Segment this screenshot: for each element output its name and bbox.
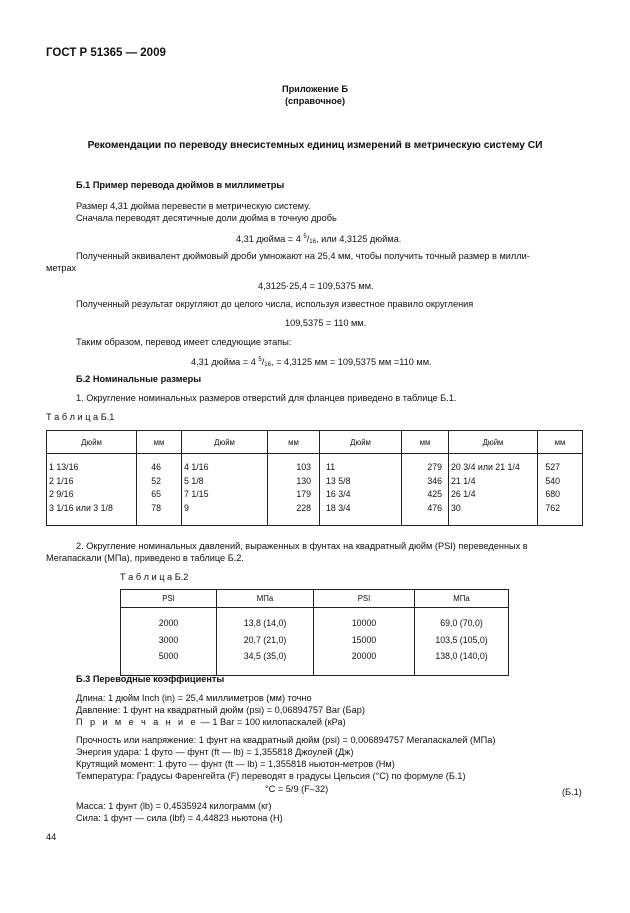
table-header-cell: мм — [538, 431, 583, 454]
equation-2: 4,3125·25,4 = 109,5375 мм. — [258, 281, 374, 291]
table-header-cell: МПа — [217, 590, 314, 608]
paragraph: Сначала переводят десятичные доли дюйма в точную дробь — [76, 213, 337, 223]
paragraph-continuation: Мегапаскали (МПа), приведено в таблице Б.2. — [46, 553, 244, 563]
table-header-cell: Дюйм — [449, 431, 538, 454]
inch-column-2: 4 1/16 5 1/8 7 1/15 9 — [182, 454, 268, 526]
formula: °C = 5/9 (F–32) — [265, 784, 329, 794]
appendix-subtitle: (справочное) — [284, 96, 345, 106]
table-header-cell: Дюйм — [47, 431, 137, 454]
equation-1: 4,31 дюйма = 4 $^5/_{16}$, или 4,3125 дюйма. — [236, 234, 402, 245]
conversion-line: Прочность или напряжение: 1 фунт на квадратный дюйм (psi) = 0,006894757 Мегапаскалей (МПа) — [76, 735, 496, 745]
mm-column-4: 527 540 680 762 — [538, 454, 583, 526]
inch-column-1: 1 13/16 2 1/16 2 9/16 3 1/16 или 3 1/8 — [47, 454, 137, 526]
section-b3-heading: Б.3 Переводные коэффициенты — [76, 674, 225, 684]
paragraph: 1. Округление номинальных размеров отверстий для фланцев приведено в таблице Б.1. — [76, 393, 457, 403]
table-header-row — [121, 590, 509, 608]
psi-column-1: 2000 3000 5000 — [121, 608, 217, 676]
inch-column-3: 11 13 5/8 16 3/4 18 3/4 — [320, 454, 402, 526]
conversion-line: Сила: 1 фунт — сила (lbf) = 4,44823 ньютона (Н) — [76, 813, 283, 823]
main-title: Рекомендации по переводу внесистемных единиц измерений в метрическую систему СИ — [87, 140, 543, 151]
table-header-row — [47, 431, 583, 454]
equation-4: 4,31 дюйма = 4 $^5/_{16}$, = 4,3125 мм = 109,5375 мм =110 мм. — [191, 357, 432, 368]
mm-column-2: 103 130 179 228 — [268, 454, 320, 526]
table-header-cell: МПа — [415, 590, 509, 608]
table-header-cell: PSI — [314, 590, 415, 608]
page-number: 44 — [46, 832, 57, 842]
section-b1-heading: Б.1 Пример перевода дюймов в миллиметры — [76, 180, 285, 190]
paragraph: Размер 4,31 дюйма перевести в метрическую систему. — [76, 201, 311, 211]
appendix-title: Приложение Б — [281, 84, 349, 94]
table-header-cell: Дюйм — [320, 431, 402, 454]
table-b1 — [46, 430, 583, 526]
standard-code: ГОСТ Р 51365 — 2009 — [46, 47, 166, 59]
formula-number: (Б.1) — [562, 787, 582, 797]
mm-column-1: 46 52 65 78 — [137, 454, 182, 526]
table-header-cell: мм — [268, 431, 320, 454]
table-row — [47, 454, 583, 526]
table-header-cell: Дюйм — [182, 431, 268, 454]
table-b2 — [120, 589, 509, 676]
paragraph: 2. Округление номинальных давлений, выраженных в фунтах на квадратный дюйм (PSI) переведенных в — [76, 541, 528, 551]
equation-3: 109,5375 = 110 мм. — [285, 318, 367, 328]
conversion-line: Температура: Градусы Фаренгейта (F) переводят в градусы Цельсия (°C) по формуле (Б.1) — [76, 771, 466, 781]
psi-column-2: 10000 15000 20000 — [314, 608, 415, 676]
section-b2-heading: Б.2 Номинальные размеры — [76, 374, 202, 384]
table1-caption: Т а б л и ц а Б.1 — [46, 412, 115, 422]
table-row — [121, 608, 509, 676]
conversion-line: Энергия удара: 1 футо — фунт (ft — lb) = 1,355818 Джоулей (Дж) — [76, 747, 354, 757]
table-header-cell: мм — [137, 431, 182, 454]
inch-column-4: 20 3/4 или 21 1/4 21 1/4 26 1/4 30 — [449, 454, 538, 526]
paragraph-continuation: метрах — [46, 263, 77, 273]
conversion-line: Масса: 1 фунт (lb) = 0,4535924 килограмм (кг) — [76, 801, 272, 811]
paragraph: Полученный результат округляют до целого числа, используя известное правило округления — [76, 299, 474, 309]
paragraph: Полученный эквивалент дюймовый дроби умножают на 25,4 мм, чтобы получить точный размер в милли- — [76, 251, 530, 261]
note: П р и м е ч а н и е — 1 Bar = 100 килопаскалей (кРа) — [76, 717, 346, 727]
mpa-column-1: 13,8 (14,0) 20,7 (21,0) 34,5 (35,0) — [217, 608, 314, 676]
table2-caption: Т а б л и ц а Б.2 — [120, 572, 189, 582]
conversion-line: Давление: 1 фунт на квадратный дюйм (psi) = 0,06894757 Bar (Бар) — [76, 705, 365, 715]
table-header-cell: мм — [402, 431, 449, 454]
conversion-line: Крутящий момент: 1 футо — фунт (ft — lb) = 1,355818 ньютон-метров (Нм) — [76, 759, 395, 769]
paragraph: Таким образом, перевод имеет следующие этапы: — [76, 337, 292, 347]
mm-column-3: 279 346 425 476 — [402, 454, 449, 526]
table-header-cell: PSI — [121, 590, 217, 608]
conversion-line: Длина: 1 дюйм Inch (in) = 25,4 миллиметров (мм) точно — [76, 693, 312, 703]
mpa-column-2: 69,0 (70,0) 103,5 (105,0) 138,0 (140,0) — [415, 608, 509, 676]
